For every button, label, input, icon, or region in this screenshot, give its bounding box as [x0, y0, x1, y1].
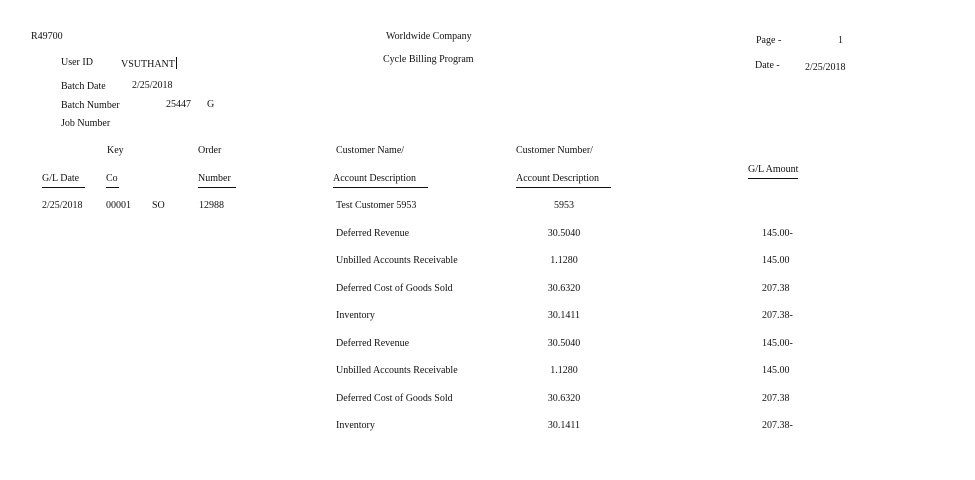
line-amount: 207.38- [762, 420, 793, 431]
line-amount: 207.38 [762, 283, 790, 294]
line-description: Unbilled Accounts Receivable [336, 365, 458, 376]
text-cursor [176, 57, 177, 69]
line-description: Inventory [336, 420, 375, 431]
line-description: Deferred Cost of Goods Sold [336, 283, 453, 294]
line-description: Unbilled Accounts Receivable [336, 255, 458, 266]
line-amount: 145.00 [762, 365, 790, 376]
line-amount: 207.38- [762, 310, 793, 321]
page-label: Page - [756, 35, 782, 46]
row-gl-date: 2/25/2018 [42, 200, 83, 211]
row-order-type: SO [152, 200, 165, 211]
customer-name-header: Customer Name/ [336, 145, 405, 156]
company-name: Worldwide Company [386, 31, 472, 42]
row-customer-name: Test Customer 5953 [336, 200, 417, 211]
line-account: 1.1280 [550, 365, 578, 376]
line-description: Inventory [336, 310, 375, 321]
row-order-number: 12988 [199, 200, 224, 211]
number-header: Number [198, 173, 236, 188]
line-amount: 207.38 [762, 393, 790, 404]
account-description-header: Account Description [333, 173, 428, 188]
line-account: 30.1411 [547, 310, 581, 321]
co-header: Co [106, 173, 119, 188]
batch-date-label: Batch Date [61, 81, 106, 92]
date-label: Date - [755, 60, 780, 71]
line-amount: 145.00 [762, 255, 790, 266]
program-name: Cycle Billing Program [383, 54, 474, 65]
line-account: 30.6320 [547, 393, 581, 404]
gl-date-header: G/L Date [42, 173, 85, 188]
gl-amount-header: G/L Amount [748, 164, 798, 179]
row-company: 00001 [106, 200, 131, 211]
line-amount: 145.00- [762, 228, 793, 239]
user-id-value: VSUTHANT [121, 59, 175, 70]
line-account: 30.1411 [547, 420, 581, 431]
row-customer-number: 5953 [554, 200, 574, 211]
batch-number-value: 25447 [166, 99, 191, 110]
line-description: Deferred Revenue [336, 338, 410, 349]
order-header: Order [198, 145, 222, 156]
page-number: 1 [838, 35, 843, 46]
batch-number-label: Batch Number [61, 100, 120, 111]
customer-account-description-header: Account Description [516, 173, 611, 188]
job-number-label: Job Number [61, 118, 111, 129]
line-account: 1.1280 [550, 255, 578, 266]
line-account: 30.5040 [547, 228, 581, 239]
customer-number-header: Customer Number/ [516, 145, 593, 156]
batch-date-value: 2/25/2018 [132, 80, 173, 91]
user-id-field[interactable] [121, 57, 177, 71]
batch-type: G [207, 99, 215, 110]
report-id: R49700 [31, 31, 63, 42]
user-id-label: User ID [61, 57, 93, 68]
key-header: Key [107, 145, 124, 156]
line-description: Deferred Revenue [336, 228, 410, 239]
line-account: 30.6320 [547, 283, 581, 294]
report-date: 2/25/2018 [805, 62, 846, 73]
line-account: 30.5040 [547, 338, 581, 349]
line-amount: 145.00- [762, 338, 793, 349]
line-description: Deferred Cost of Goods Sold [336, 393, 453, 404]
